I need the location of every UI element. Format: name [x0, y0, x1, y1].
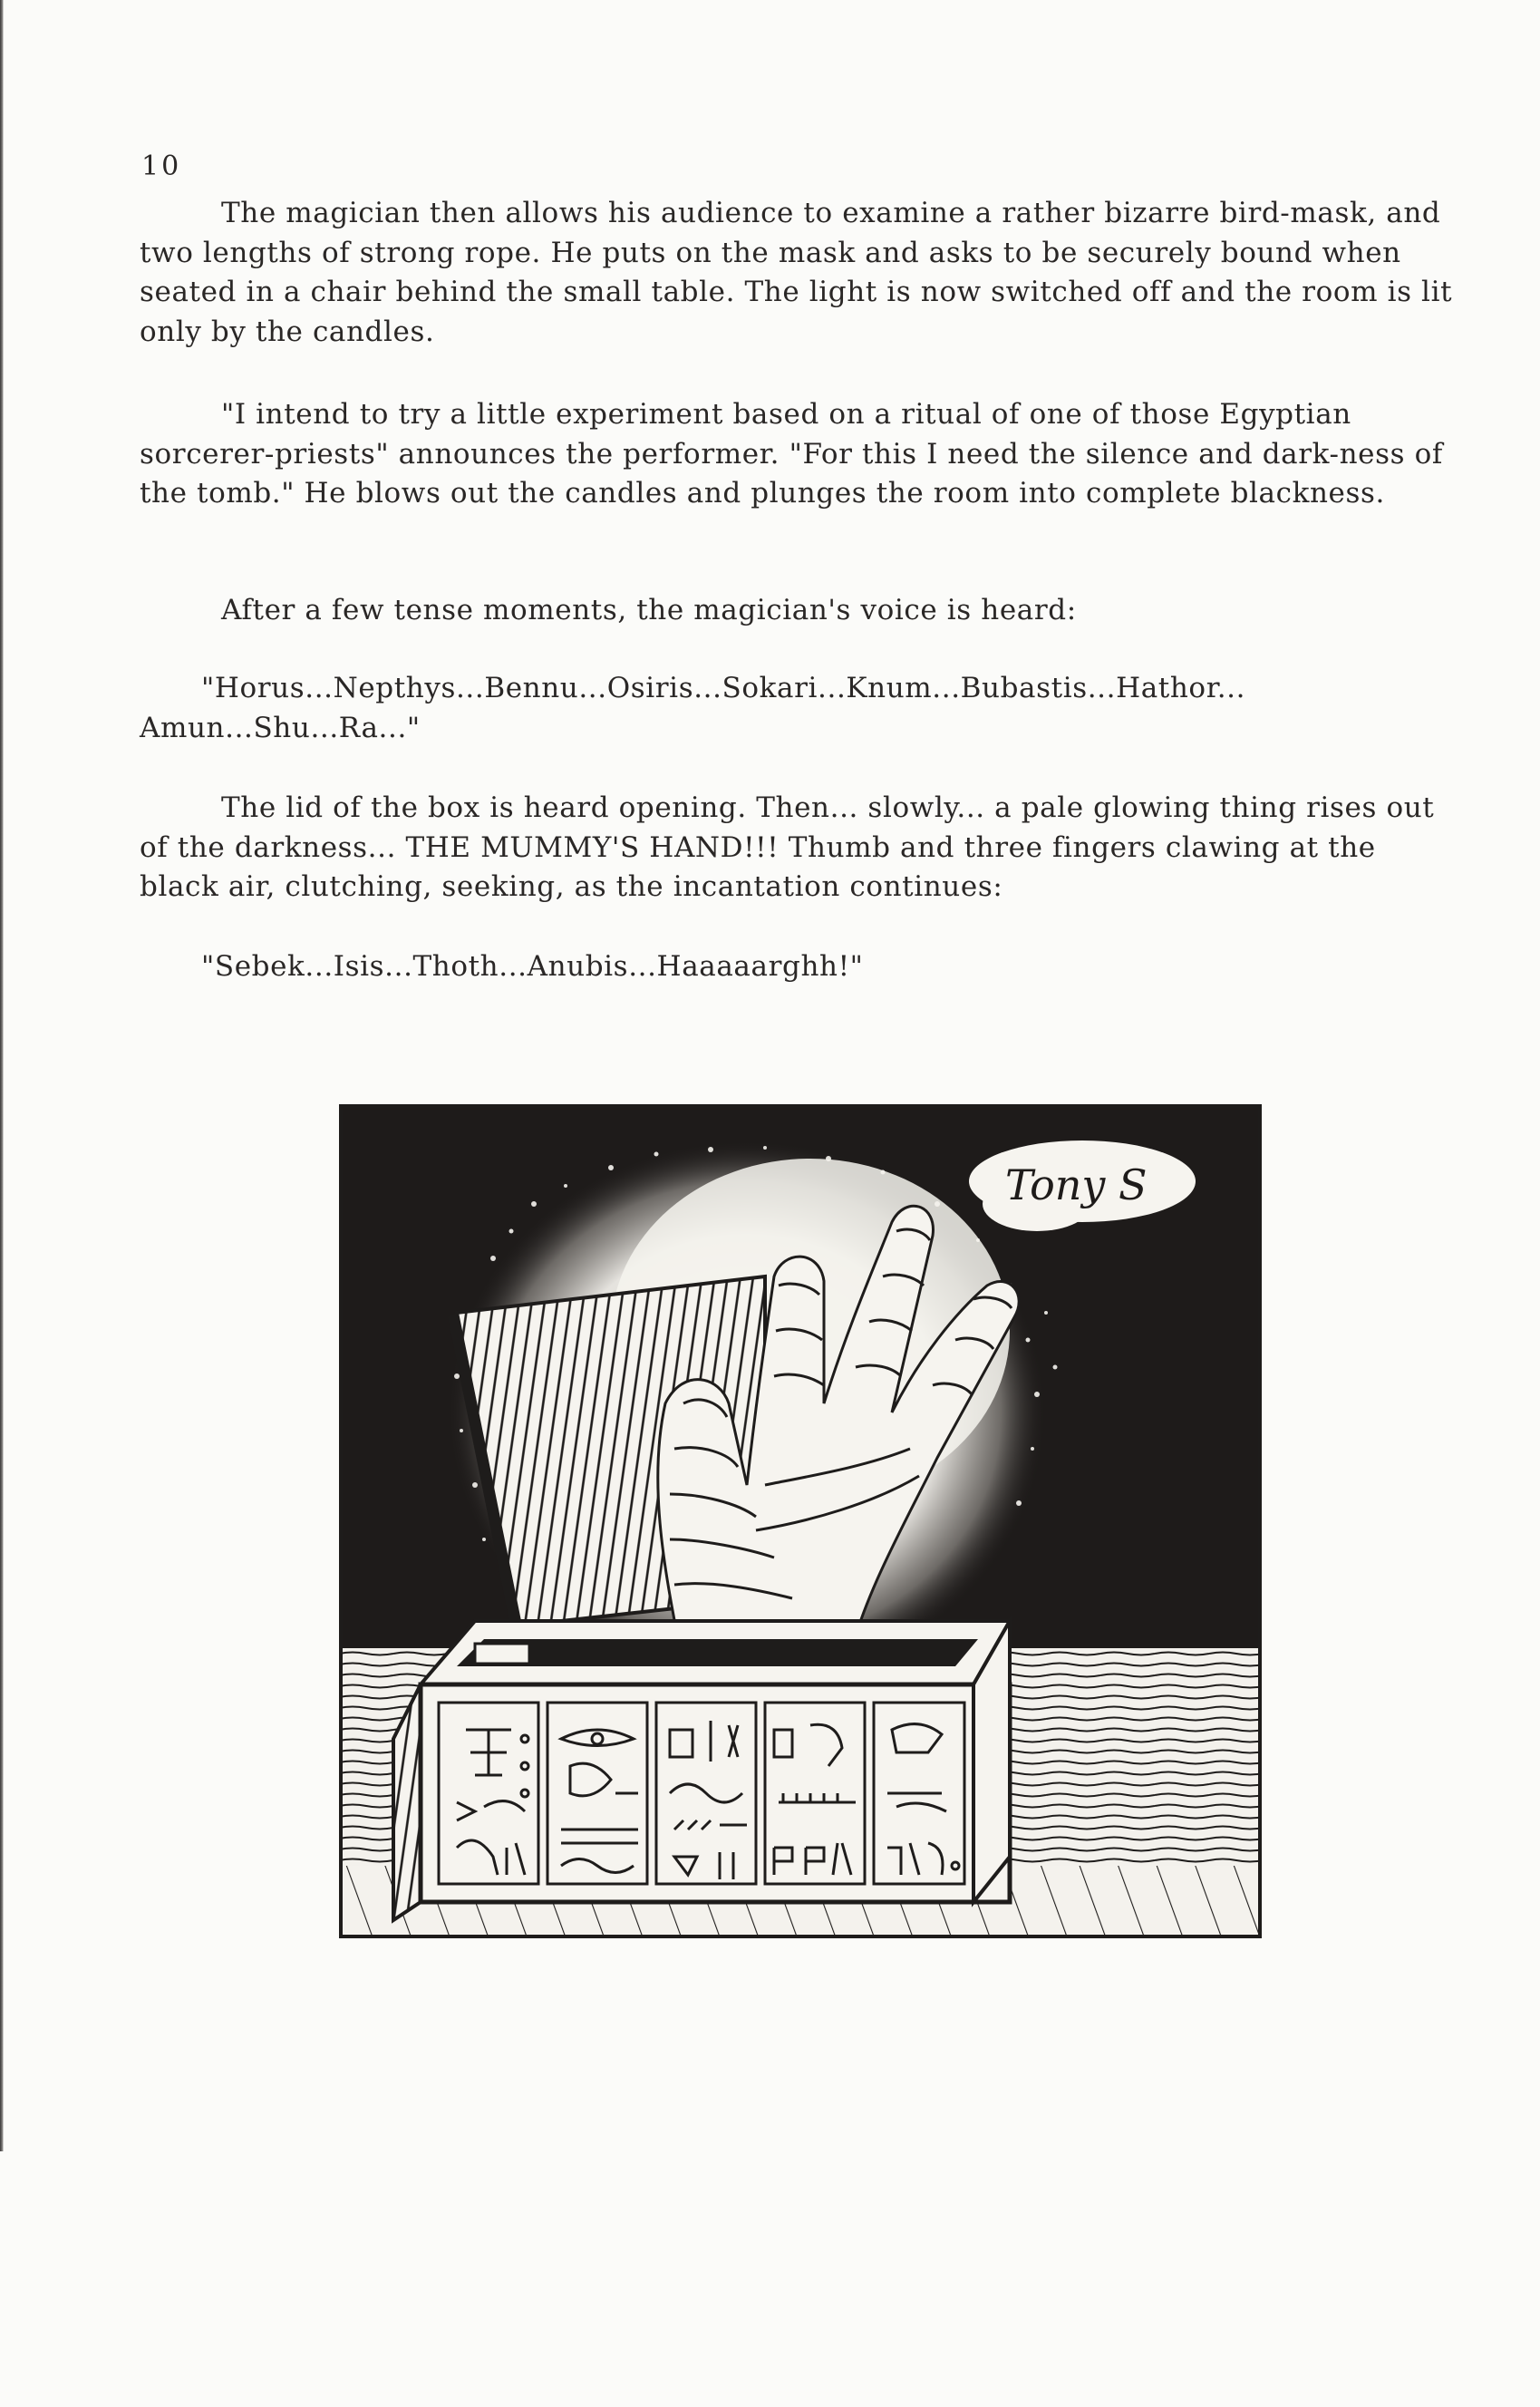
binding-edge [0, 0, 4, 2151]
paragraph-5: The lid of the box is heard opening. Then... slowly... a pale glowing thing rises out of the darkness... THE MUMMY'S HAND!!! Thumb and three fingers clawing at the black air, clutching, seeking, as the incantation continues: [140, 791, 1435, 903]
page-number: 10 [141, 150, 182, 182]
paragraph-3: After a few tense moments, the magician's voice is heard: [221, 594, 1077, 626]
mummy-hand-illustration [339, 1104, 1262, 2407]
artist-signature: Tony S [1005, 1160, 1148, 1209]
incantation-1: "Horus...Nepthys...Bennu...Osiris...Sokari...Knum...Bubastis...Hathor... Amun...Shu...Ra..." [140, 672, 1246, 744]
incantation-2: "Sebek...Isis...Thoth...Anubis...Haaaaarghh!" [201, 950, 864, 983]
paragraph-1: The magician then allows his audience to examine a rather bizarre bird-mask, and two lengths of strong rope. He puts on the mask and asks to be securely bound when seated in a chair behind the small table. The light is now switched off and the room is lit only by the candles. [140, 197, 1453, 348]
illustration-drawing [339, 1104, 1262, 2407]
paragraph-2: "I intend to try a little experiment based on a ritual of one of those Egyptian sorcerer-priests" announces the performer. "For this I need the silence and dark-ness of the tomb." He blows out the candles and plunges the room into complete blackness. [140, 398, 1443, 510]
box-hinge [475, 1644, 529, 1664]
